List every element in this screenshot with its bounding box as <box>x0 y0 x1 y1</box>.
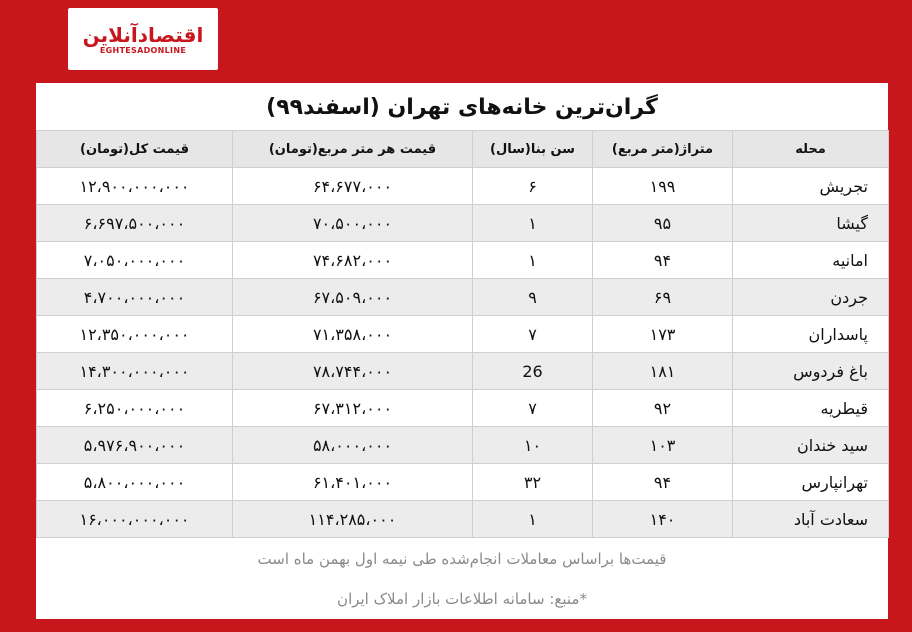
area-cell: ۹۲ <box>593 390 733 427</box>
total-price-cell: ۷،۰۵۰،۰۰۰،۰۰۰ <box>37 242 233 279</box>
age-cell: ۱ <box>473 501 593 538</box>
total-price-cell: ۵،۹۷۶،۹۰۰،۰۰۰ <box>37 427 233 464</box>
age-cell: 26 <box>473 353 593 390</box>
total-price-cell: ۶،۶۹۷،۵۰۰،۰۰۰ <box>37 205 233 242</box>
price-per-meter-cell: ۷۸،۷۴۴،۰۰۰ <box>233 353 473 390</box>
neighborhood-cell: امانیه <box>733 242 889 279</box>
header-price-per-meter: قیمت هر متر مربع(تومان) <box>233 131 473 168</box>
neighborhood-cell: پاسداران <box>733 316 889 353</box>
price-note: قیمت‌ها براساس معاملات انجام‌شده طی نیمه اول بهمن ماه است <box>257 550 667 568</box>
table-row <box>37 316 889 353</box>
area-cell: ۱۸۱ <box>593 353 733 390</box>
header-building-age: سن بنا(سال) <box>473 131 593 168</box>
price-per-meter-cell: ۷۰،۵۰۰،۰۰۰ <box>233 205 473 242</box>
price-per-meter-cell: ۶۱،۴۰۱،۰۰۰ <box>233 464 473 501</box>
logo-text-en: EGHTESADONLINE <box>99 45 187 55</box>
area-cell: ۹۴ <box>593 464 733 501</box>
price-table <box>36 130 889 538</box>
header-area: متراژ(متر مربع) <box>593 131 733 168</box>
total-price-cell: ۱۲،۹۰۰،۰۰۰،۰۰۰ <box>37 168 233 205</box>
price-per-meter-cell: ۷۱،۳۵۸،۰۰۰ <box>233 316 473 353</box>
total-price-cell: ۶،۲۵۰،۰۰۰،۰۰۰ <box>37 390 233 427</box>
table-row <box>37 168 889 205</box>
area-cell: ۱۷۳ <box>593 316 733 353</box>
total-price-cell: ۱۶،۰۰۰،۰۰۰،۰۰۰ <box>37 501 233 538</box>
age-cell: ۱ <box>473 205 593 242</box>
area-cell: ۱۹۹ <box>593 168 733 205</box>
total-price-cell: ۴،۷۰۰،۰۰۰،۰۰۰ <box>37 279 233 316</box>
source-note: *منبع: سامانه اطلاعات بازار املاک ایران <box>337 590 587 608</box>
neighborhood-cell: قیطریه <box>733 390 889 427</box>
area-cell: ۹۴ <box>593 242 733 279</box>
total-price-cell: ۱۴،۳۰۰،۰۰۰،۰۰۰ <box>37 353 233 390</box>
neighborhood-cell: سعادت آباد <box>733 501 889 538</box>
price-per-meter-cell: ۶۴،۶۷۷،۰۰۰ <box>233 168 473 205</box>
area-cell: ۹۵ <box>593 205 733 242</box>
table-header-row <box>37 131 889 168</box>
price-per-meter-cell: ۷۴،۶۸۲،۰۰۰ <box>233 242 473 279</box>
age-cell: ۱۰ <box>473 427 593 464</box>
brand-logo <box>68 8 218 70</box>
neighborhood-cell: گیشا <box>733 205 889 242</box>
neighborhood-cell: تجریش <box>733 168 889 205</box>
header-total-price: قیمت کل(تومان) <box>37 131 233 168</box>
price-per-meter-cell: ۱۱۴،۲۸۵،۰۰۰ <box>233 501 473 538</box>
table-row <box>37 242 889 279</box>
price-per-meter-cell: ۶۷،۵۰۹،۰۰۰ <box>233 279 473 316</box>
table-row <box>37 205 889 242</box>
price-per-meter-cell: ۶۷،۳۱۲،۰۰۰ <box>233 390 473 427</box>
header-neighborhood: محله <box>733 131 889 168</box>
page-title: گران‌ترین خانه‌های تهران (اسفند۹۹) <box>266 95 658 120</box>
age-cell: ۷ <box>473 390 593 427</box>
table-row <box>37 353 889 390</box>
neighborhood-cell: باغ فردوس <box>733 353 889 390</box>
age-cell: ۹ <box>473 279 593 316</box>
infographic-card <box>36 83 888 619</box>
total-price-cell: ۱۲،۳۵۰،۰۰۰،۰۰۰ <box>37 316 233 353</box>
neighborhood-cell: سید خندان <box>733 427 889 464</box>
area-cell: ۶۹ <box>593 279 733 316</box>
table-row <box>37 279 889 316</box>
age-cell: ۳۲ <box>473 464 593 501</box>
age-cell: ۶ <box>473 168 593 205</box>
price-per-meter-cell: ۵۸،۰۰۰،۰۰۰ <box>233 427 473 464</box>
area-cell: ۱۴۰ <box>593 501 733 538</box>
age-cell: ۷ <box>473 316 593 353</box>
area-cell: ۱۰۳ <box>593 427 733 464</box>
total-price-cell: ۵،۸۰۰،۰۰۰،۰۰۰ <box>37 464 233 501</box>
neighborhood-cell: تهرانپارس <box>733 464 889 501</box>
age-cell: ۱ <box>473 242 593 279</box>
table-row <box>37 464 889 501</box>
table-row <box>37 427 889 464</box>
neighborhood-cell: جردن <box>733 279 889 316</box>
table-row <box>37 501 889 538</box>
table-row <box>37 390 889 427</box>
logo-text-fa: اقتصادآنلاین <box>82 22 204 47</box>
